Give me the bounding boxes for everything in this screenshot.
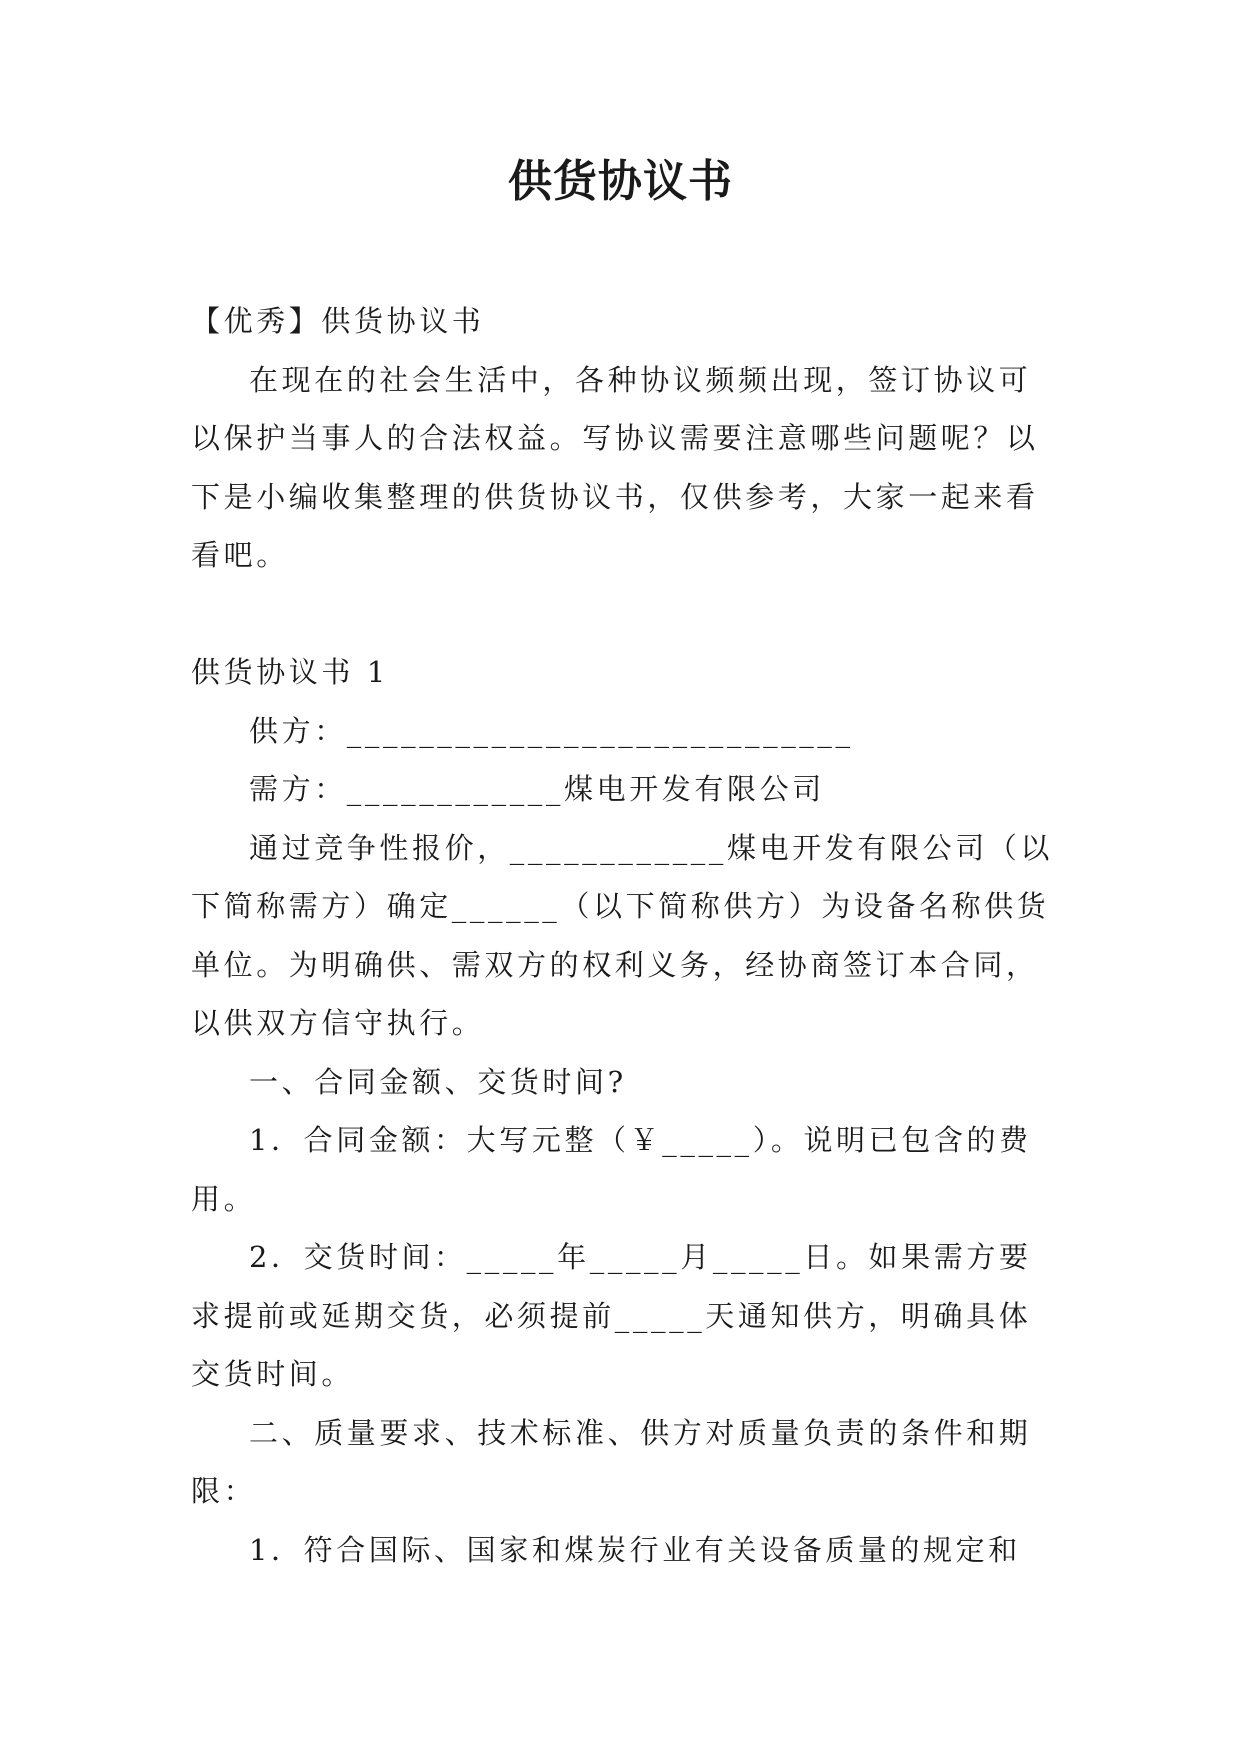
clause-1-2: 2．交货时间：_____年_____月_____日。如果需方要求提前或延期交货，必须提前_____天通知供方，明确具体交货时间。: [191, 1240, 1032, 1391]
paragraph-gap: [191, 585, 1057, 644]
quotation-paragraph: 通过竞争性报价，____________煤电开发有限公司（以下简称需方）确定______（以下简称供方）为设备名称供货单位。为明确供、需双方的权利义务，经协商签订本合同，以供双方信守执行。: [191, 830, 1054, 1040]
section-heading: 供货协议书 1: [191, 655, 389, 689]
intro-paragraph: 在现在的社会生活中，各种协议频频出现，签订协议可以保护当事人的合法权益。写协议需要注意哪些问题呢？以下是小编收集整理的供货协议书，仅供参考，大家一起来看看吧。: [191, 362, 1039, 572]
buyer-line: 需方：____________煤电开发有限公司: [249, 772, 825, 806]
clause-1-heading: 一、合同金额、交货时间?: [249, 1064, 627, 1099]
clause-1-1: 1．合同金额：大写元整（￥_____）。说明已包含的费用。: [191, 1123, 1032, 1216]
document-subtitle: 【优秀】供货协议书: [191, 304, 485, 338]
document-title: 供货协议书: [508, 156, 733, 207]
clause-2-heading: 二、质量要求、技术标准、供方对质量负责的条件和期限：: [191, 1415, 1032, 1508]
supplier-line: 供方：____________________________: [249, 713, 854, 748]
document-body: [191, 292, 1057, 1579]
clause-2-1: 1．符合国际、国家和煤炭行业有关设备质量的规定和: [249, 1532, 1021, 1567]
